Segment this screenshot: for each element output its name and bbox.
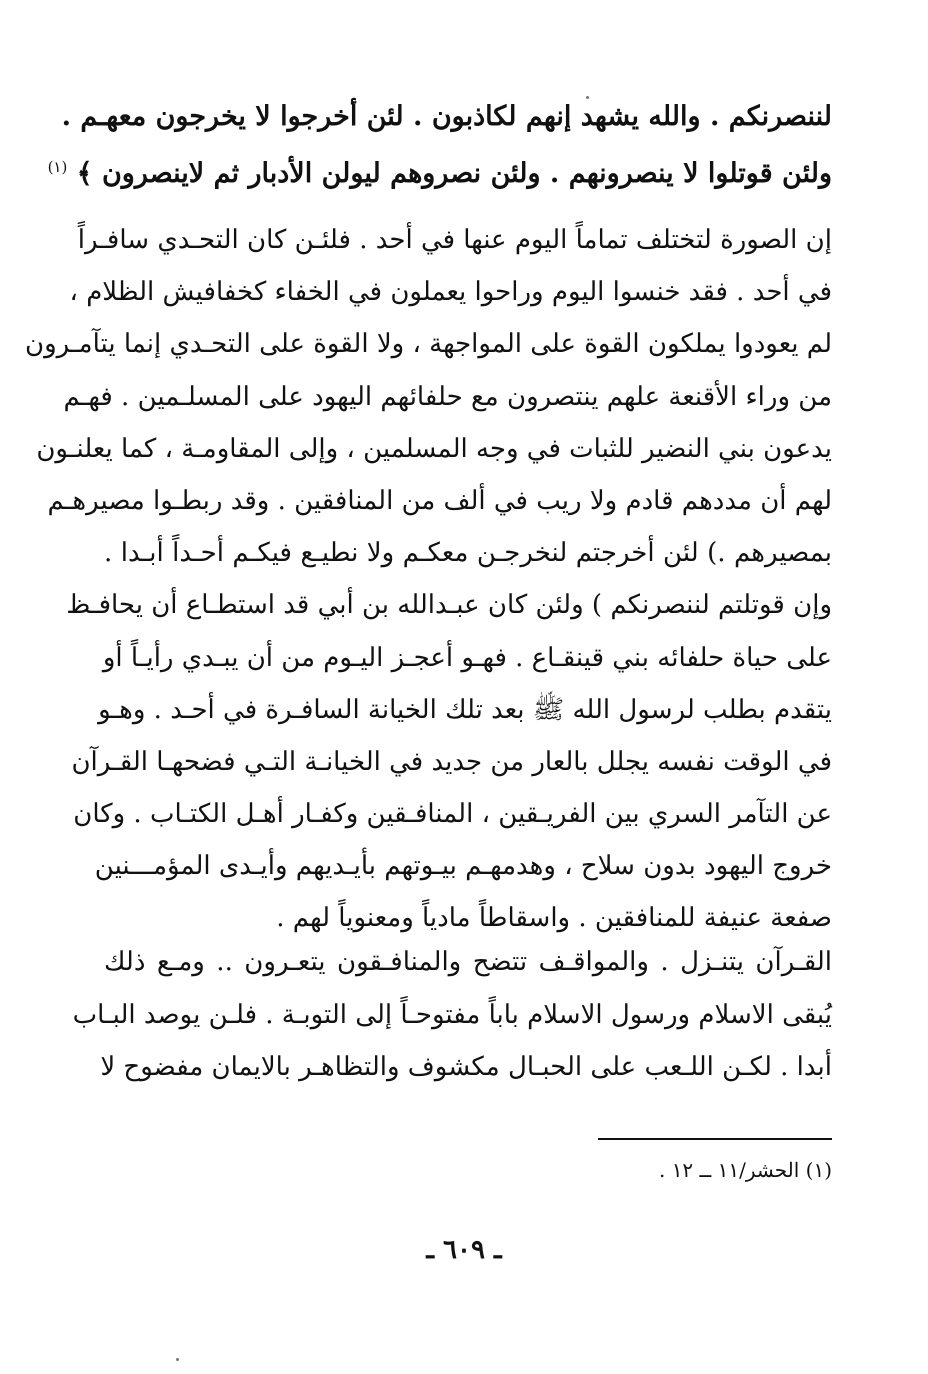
body-paragraph-2 — [72, 936, 832, 1094]
paragraph-line: يتقدم بطلب لرسول الله ﷺ بعد تلك الخيانة السافـرة في أحـد . وهـو — [98, 694, 832, 725]
paragraph-line: عن التآمر السري بين الفريـقين ، المنافـقين وكفـار أهـل الكتـاب . وكان — [73, 799, 832, 830]
paragraph-line: على حياة حلفائه بني قينقـاع . فهـو أعجـز اليـوم من أن يبـدي رأيـاً أو — [102, 642, 832, 673]
page-number: ـ ٦٠٩ ـ — [426, 1235, 502, 1265]
paragraph-line: في الوقت نفسه يجلل بالعار من جديد في الخيانـة التـي فضحهـا القـرآن — [71, 746, 832, 777]
paragraph-line: لهم أن مددهم قادم ولا ريب في ألف من المنافقين . وقد ربطـوا مصيرهـم — [47, 485, 832, 516]
verse-line: لننصرنكم . والله يشهد إنهم لكاذبون . لئن أخرجوا لا يخرجون معهـم . — [61, 101, 832, 132]
paragraph-line: أبدا . لكـن اللـعب على الحبـال مكشوف والتظاهـر بالايمان مفضوح لا — [100, 1052, 832, 1082]
paragraph-line: القـرآن يتنـزل . والمواقـف تتضح والمنافـقون يتعـرون .. ومـع ذلك — [104, 947, 832, 977]
paragraph-line: صفعة عنيفة للمنافقين . واسقاطاً مادياً ومعنوياً لهم . — [276, 903, 832, 934]
scan-speck — [586, 96, 589, 99]
paragraph-line: يُبقى الاسلام ورسول الاسلام باباً مفتوحـاً إلى التوبـة . فلـن يوصد البـاب — [72, 999, 832, 1030]
scan-speck — [176, 1358, 179, 1361]
body-paragraph-1 — [25, 214, 832, 945]
paragraph-line: في أحد . فقد خنسوا اليوم وراحوا يعملون في الخفاء كخفافيش الظلام ، — [69, 277, 832, 308]
paragraph-line: يدعون بني النضير للثبات في وجه المسلمين ، وإلى المقاومـة ، كما يعلنـون — [36, 433, 832, 464]
footnote: (١) الحشر/١١ ــ ١٢ . — [658, 1158, 832, 1182]
footnote-reference: (١) — [47, 158, 68, 176]
paragraph-line: خروج اليهود بدون سلاح ، وهدمهـم بيـوتهم بأيـديهم وأيـدى المؤمـــنين — [94, 851, 832, 882]
quran-verse-block — [47, 92, 832, 192]
verse-line: ولئن قوتلوا لا ينصرونهم . ولئن نصروهم ليولن الأدبار ثم لاينصرون ﴾ — [76, 158, 832, 189]
paragraph-line: إن الصورة لتختلف تماماً اليوم عنها في أحد . فلئـن كان التحـدي سافـراً — [77, 225, 832, 255]
paragraph-line: من وراء الأقنعة علهم ينتصرون مع حلفائهم اليهود على المسلـمين . فهـم — [63, 381, 832, 412]
footnote-divider — [598, 1138, 832, 1140]
paragraph-line: وإن قوتلتم لننصرنكم ) ولئن كان عبـدالله بن أبي قد استطـاع أن يحافـظ — [66, 590, 832, 621]
verse-line-with-footnote — [47, 142, 832, 192]
paragraph-line: بمصيرهم .) لئن أخرجتم لنخرجـن معكـم ولا نطيـع فيكـم أحـداً أبـدا . — [104, 538, 832, 569]
paragraph-line: لم يعودوا يملكون القوة على المواجهة ، ولا القوة على التحـدي إنما يتآمـرون — [25, 329, 832, 360]
